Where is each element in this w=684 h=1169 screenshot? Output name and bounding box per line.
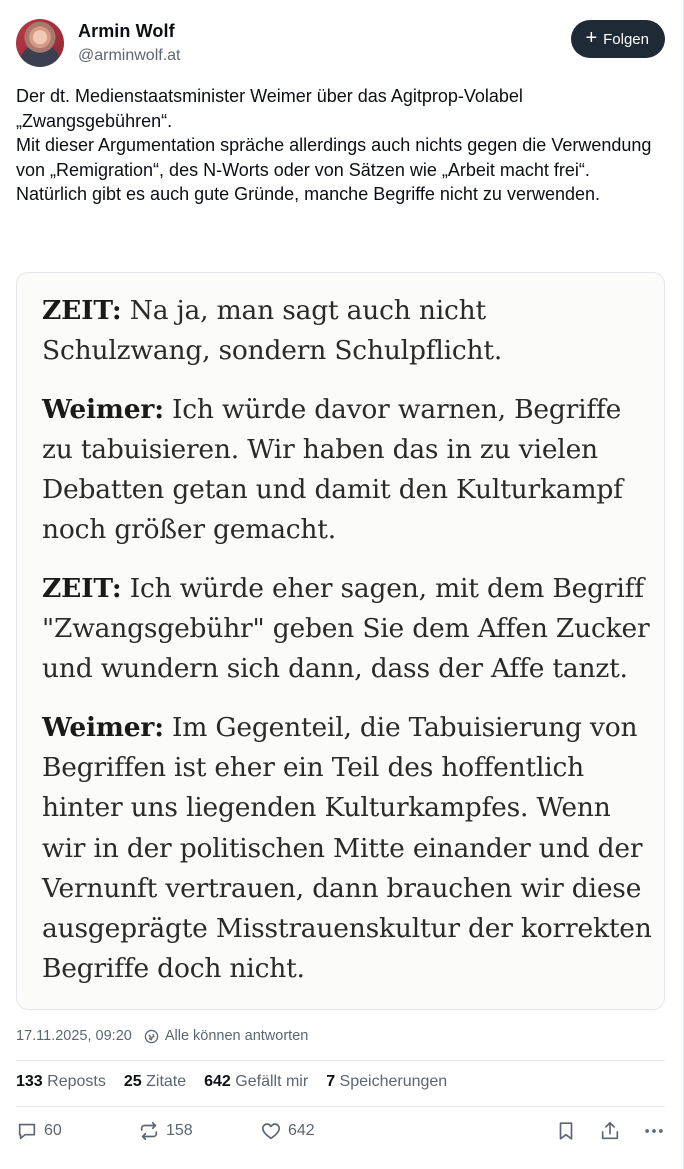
quote-speaker: ZEIT:: [42, 295, 122, 326]
quote-paragraph: [42, 390, 652, 551]
author-name[interactable]: Armin Wolf: [78, 21, 175, 41]
repost-arrows-icon: [138, 1120, 160, 1142]
quote-text: Ich würde eher sagen, mit dem Begriff "Zwangsgebühr" geben Sie dem Affen Zucker und wundern sich dann, dass der Affe tanzt.: [42, 572, 650, 685]
divider: [16, 1106, 665, 1107]
stat-quotes[interactable]: 25 Zitate: [123, 1073, 187, 1090]
repost-count: 158: [166, 1122, 193, 1139]
share-icon[interactable]: [599, 1120, 621, 1142]
post-meta: [16, 1028, 308, 1044]
quote-paragraph: [42, 291, 652, 372]
quote-speaker: Weimer:: [42, 393, 164, 425]
post-text-line: Der dt. Medienstaatsminister Weimer über das Agitprop-Volabel „Zwangsgebühren“.: [16, 86, 523, 131]
action-bar: [16, 1120, 665, 1148]
follow-label: Folgen: [603, 30, 649, 48]
heart-icon: [260, 1120, 282, 1142]
avatar[interactable]: [16, 19, 64, 67]
divider: [16, 1060, 665, 1061]
post-text: [16, 84, 656, 207]
stat-likes[interactable]: 642 Gefällt mir: [204, 1073, 309, 1090]
bookmark-icon[interactable]: [555, 1120, 577, 1142]
timestamp[interactable]: 17.11.2025, 09:20: [16, 1028, 132, 1044]
follow-button[interactable]: [571, 20, 665, 58]
quote-speaker: ZEIT:: [42, 572, 122, 604]
reply-setting: [144, 1028, 309, 1044]
quoted-image[interactable]: [16, 272, 665, 1010]
more-dots-icon[interactable]: [643, 1120, 665, 1142]
quote-text: Im Gegenteil, die Tabuisierung von Begriffen ist eher ein Teil des hoffentlich hinter uns liegenden Kulturkampfes. Wenn wir in der politischen Mitte einander und der Vernunft vertrauen, dann brauchen wir diese ausgeprägte Misstrauenskultur der korrekten Begriffe doch nicht.: [42, 711, 652, 985]
globe-icon: [144, 1029, 159, 1044]
post-header: [16, 18, 665, 70]
quote-text: Ich würde davor warnen, Begriffe zu tabuisieren. Wir haben das in zu vielen Debatten getan und damit den Kulturkampf noch größer gemacht.: [42, 393, 623, 546]
quote-paragraph: [42, 569, 652, 690]
quote-text: Na ja, man sagt auch nicht Schulzwang, sondern Schulpflicht.: [42, 295, 503, 367]
stat-reposts[interactable]: 133 Reposts: [16, 1073, 106, 1090]
stat-saves[interactable]: 7 Speicherungen: [326, 1073, 448, 1090]
post-text-line: Natürlich gibt es auch gute Gründe, manche Begriffe nicht zu verwenden.: [16, 184, 601, 204]
reply-count: 60: [44, 1122, 62, 1139]
like-count: 642: [288, 1122, 315, 1139]
author-handle[interactable]: @arminwolf.at: [78, 47, 181, 64]
speech-bubble-icon: [16, 1120, 38, 1142]
repost-button[interactable]: [138, 1120, 193, 1142]
post-text-line: Mit dieser Argumentation spräche allerdings auch nichts gegen die Verwendung von „Remigration“, des N-Worts oder von Sätzen wie „Arbeit macht frei“.: [16, 135, 652, 180]
like-button[interactable]: [260, 1120, 315, 1142]
reply-button[interactable]: [16, 1120, 62, 1142]
reply-setting-label: Alle können antworten: [164, 1028, 309, 1044]
stats-row: [16, 1073, 447, 1091]
quote-speaker: Weimer:: [42, 711, 164, 743]
quote-paragraph: [42, 708, 652, 990]
plus-icon: +: [585, 27, 598, 49]
